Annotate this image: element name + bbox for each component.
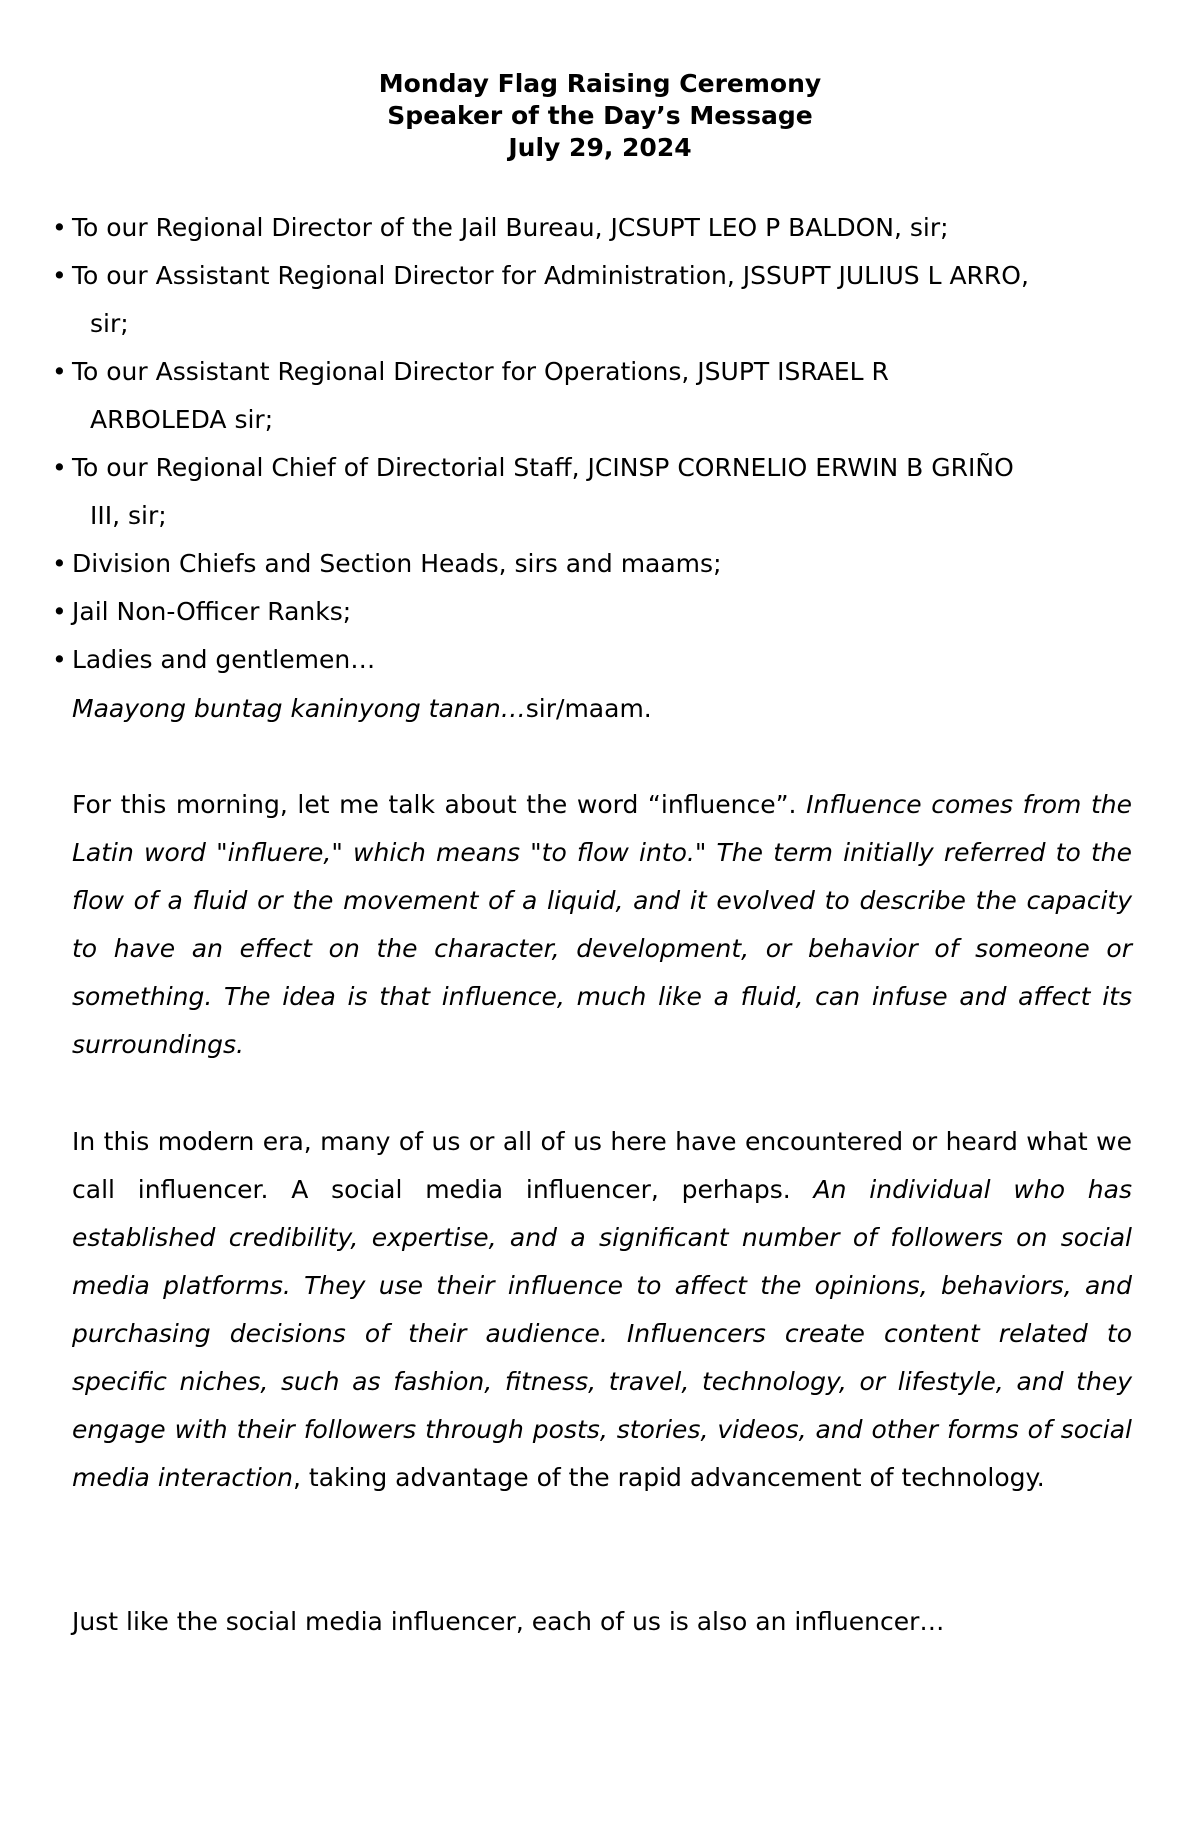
list-item-text-continued: III, sir; bbox=[90, 501, 167, 530]
paragraph-influence-definition bbox=[72, 781, 1132, 1069]
list-item bbox=[50, 252, 1140, 348]
paragraph-social-media-influencer bbox=[72, 1118, 1132, 1502]
bullet-icon: • bbox=[52, 549, 67, 578]
list-item-text: To our Regional Chief of Directorial Staff, JCINSP CORNELIO ERWIN B GRIÑO bbox=[72, 453, 1014, 482]
header-subtitle: Speaker of the Day’s Message bbox=[387, 101, 813, 130]
paragraph-italic-text: Influence comes from the Latin word "influere," which means "to flow into." The term initially referred to the flow of a fluid or the movement of a liquid, and it evolved to describe the capacity to have an effect on the character, development, or behavior of someone or something. The idea is that influence, much like a fluid, can infuse and affect its surroundings. bbox=[72, 790, 1132, 1059]
paragraph-closing bbox=[72, 1598, 1132, 1646]
list-item bbox=[50, 588, 1140, 636]
list-item bbox=[50, 348, 1140, 444]
bullet-icon: • bbox=[52, 597, 67, 626]
list-item-text-continued: ARBOLEDA sir; bbox=[90, 405, 274, 434]
bullet-icon: • bbox=[52, 213, 67, 242]
header-date: July 29, 2024 bbox=[508, 133, 692, 162]
paragraph-text: For this morning, let me talk about the word “influence”. bbox=[72, 790, 807, 819]
list-item-text: To our Assistant Regional Director for Operations, JSUPT ISRAEL R bbox=[72, 357, 889, 386]
list-item-text: To our Assistant Regional Director for Administration, JSSUPT JULIUS L ARRO, bbox=[72, 261, 1029, 290]
header-title: Monday Flag Raising Ceremony bbox=[378, 69, 822, 98]
paragraph-italic-text: An individual who has established credibility, expertise, and a significant number of followers on social media platforms. They use their influence to affect the opinions, behaviors, and purchasing decisions of their audience. Influencers create content related to specific niches, such as fashion, fitness, travel, technology, or lifestyle, and they engage with their followers through posts, stories, videos, and other forms of social media interaction bbox=[72, 1175, 1133, 1492]
bullet-icon: • bbox=[52, 357, 67, 386]
list-item bbox=[50, 204, 1140, 252]
list-item-text: Ladies and gentlemen… bbox=[72, 645, 376, 674]
list-item-text: Jail Non-Officer Ranks; bbox=[72, 597, 352, 626]
paragraph-text: In this modern era, many of us or all of us here have encountered or heard what we call influencer. A social media influencer, perhaps. bbox=[72, 1127, 1132, 1204]
bullet-icon: • bbox=[52, 261, 67, 290]
greeting-plain: sir/maam. bbox=[525, 694, 652, 723]
list-item-text-continued: sir; bbox=[90, 309, 129, 338]
list-item bbox=[50, 444, 1140, 540]
list-item bbox=[50, 540, 1140, 588]
salutation-list bbox=[50, 204, 1140, 684]
bullet-icon: • bbox=[52, 453, 67, 482]
list-item-text: To our Regional Director of the Jail Bureau, JCSUPT LEO P BALDON, sir; bbox=[72, 213, 949, 242]
greeting-line bbox=[72, 685, 652, 733]
list-item bbox=[50, 636, 1140, 684]
paragraph-text-end: , taking advantage of the rapid advancement of technology. bbox=[293, 1463, 1045, 1492]
greeting-italic: Maayong buntag kaninyong tanan… bbox=[72, 694, 526, 723]
bullet-icon: • bbox=[52, 645, 67, 674]
paragraph-text: Just like the social media influencer, each of us is also an influencer… bbox=[72, 1607, 945, 1636]
list-item-text: Division Chiefs and Section Heads, sirs and maams; bbox=[72, 549, 722, 578]
document-header bbox=[0, 68, 1200, 164]
